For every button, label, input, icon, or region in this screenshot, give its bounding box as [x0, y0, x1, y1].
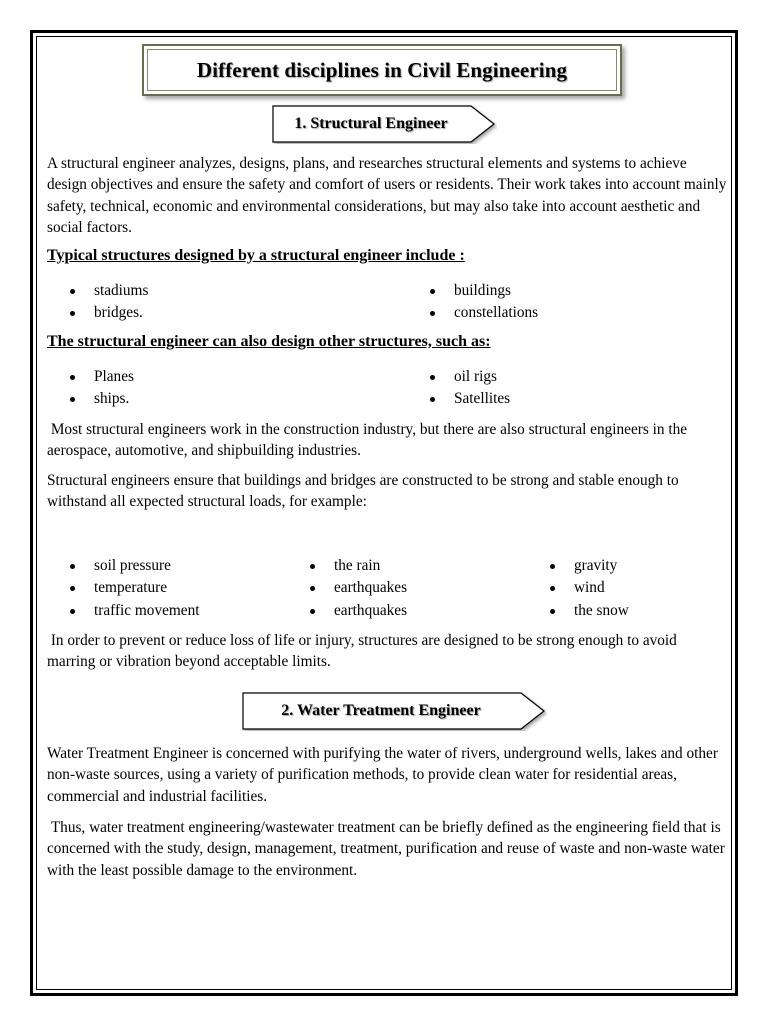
loads-list-col1 — [70, 555, 199, 622]
loads-list-col3 — [550, 555, 629, 622]
list-item: bridges. — [70, 302, 148, 324]
typical-list-col2 — [430, 280, 538, 325]
list-item: buildings — [430, 280, 538, 302]
water-paragraph-2: Thus, water treatment engineering/wastewater treatment can be briefly defined as the engineering field that is concerned with the study, design, management, treatment, purification and reuse of waste and non-waste water with the least possible damage to the environment. — [47, 819, 729, 879]
list-item: soil pressure — [70, 555, 199, 577]
typical-structures-heading: Typical structures designed by a structural engineer include : — [47, 247, 465, 264]
document-title: Different disciplines in Civil Engineering — [196, 57, 568, 82]
list-item: gravity — [550, 555, 629, 577]
list-item: wind — [550, 577, 629, 599]
section-heading-structural — [271, 104, 497, 144]
other-list-col1 — [70, 366, 134, 411]
prevent-paragraph: In order to prevent or reduce loss of life or injury, structures are designed to be strong enough to avoid marring or vibration beyond acceptable limits. — [47, 632, 681, 671]
section-heading-label: 1. Structural Engineer — [294, 115, 448, 132]
typical-list-col1 — [70, 280, 148, 325]
list-item: earthquakes — [310, 577, 407, 599]
list-item: the rain — [310, 555, 407, 577]
list-item: constellations — [430, 302, 538, 324]
list-item: stadiums — [70, 280, 148, 302]
other-structures-heading: The structural engineer can also design other structures, such as: — [47, 333, 491, 350]
loads-list-col2 — [310, 555, 407, 622]
industry-paragraph: Most structural engineers work in the construction industry, but there are also structural engineers in the aerospace, automotive, and shipbuilding industries. — [47, 421, 691, 460]
list-item: ships. — [70, 388, 134, 410]
list-item: earthquakes — [310, 600, 407, 622]
water-paragraph-1: Water Treatment Engineer is concerned with purifying the water of rivers, underground wells, lakes and other non-waste sources, using a variety of purification methods, to provide clean water for residential areas, commercial and industrial facilities. — [47, 745, 718, 805]
list-item: traffic movement — [70, 600, 199, 622]
title-box — [142, 44, 622, 96]
list-item: Planes — [70, 366, 134, 388]
structural-intro: A structural engineer analyzes, designs, plans, and researches structural elements and systems to achieve design objectives and ensure the safety and comfort of users or residents. Their work takes into account mainly safety, technical, economic and environmental considerations, but may also take into account aesthetic and social factors. — [47, 155, 727, 236]
list-item: oil rigs — [430, 366, 510, 388]
section-heading-label: 2. Water Treatment Engineer — [281, 702, 481, 719]
list-item: temperature — [70, 577, 199, 599]
other-list-col2 — [430, 366, 510, 411]
section-heading-water — [241, 691, 547, 731]
list-item: the snow — [550, 600, 629, 622]
list-item: Satellites — [430, 388, 510, 410]
loads-paragraph: Structural engineers ensure that buildings and bridges are constructed to be strong and stable enough to withstand all expected structural loads, for example: — [47, 472, 679, 511]
